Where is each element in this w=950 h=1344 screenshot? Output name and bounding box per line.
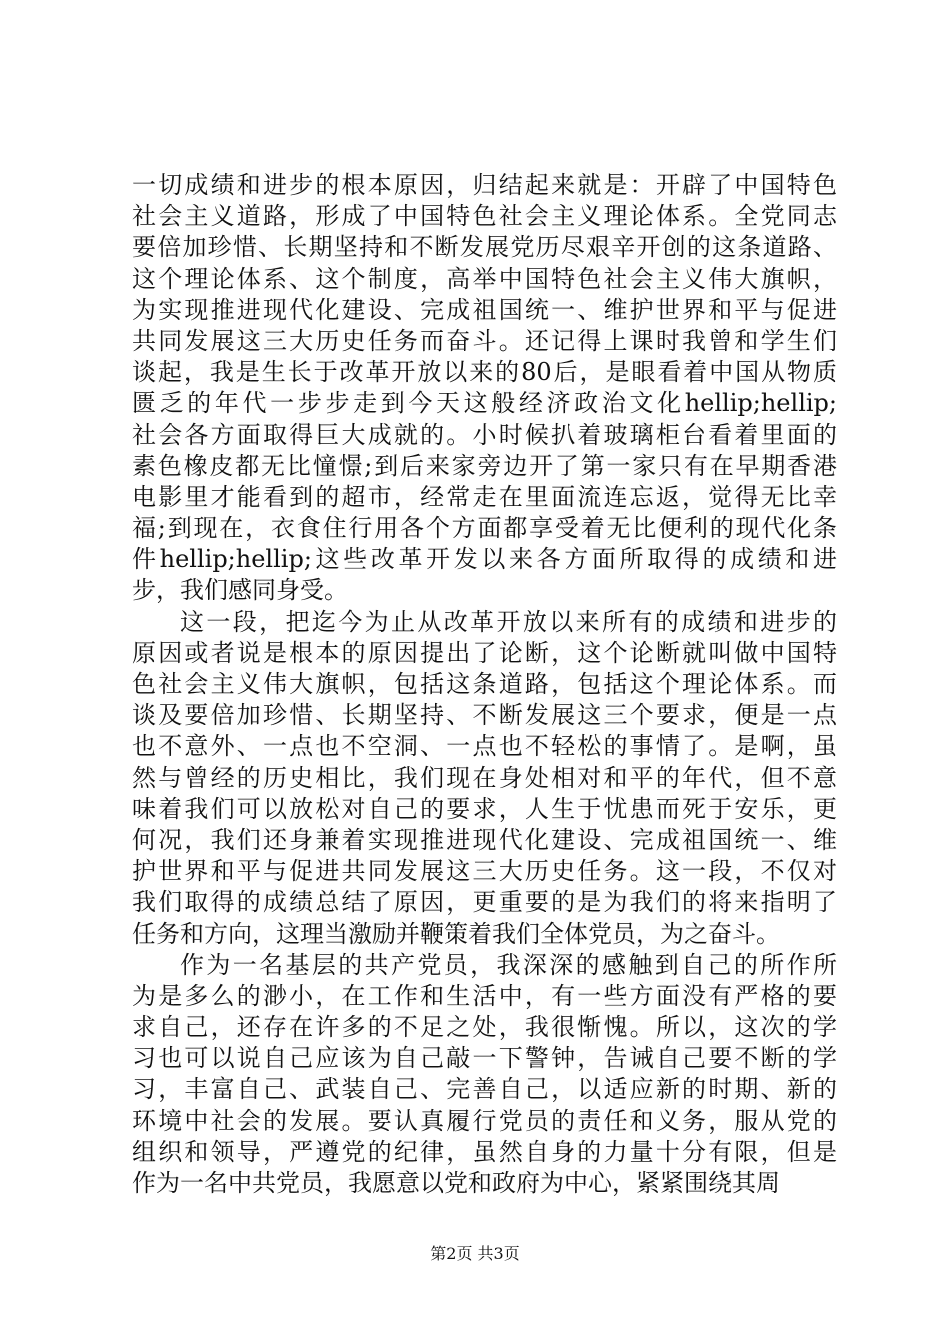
text-line: 步，我们感同身受。 <box>132 576 348 605</box>
text-line: 电影里才能看到的超市，经常走在里面流连忘返，觉得无比幸 <box>132 482 837 511</box>
paragraph-3 <box>132 950 837 1200</box>
paragraph-2 <box>132 607 837 950</box>
text-line: 福;到现在，衣食住行用各个方面都享受着无比便利的现代化条 <box>132 514 837 543</box>
text-line: 这一段，把迄今为止从改革开放以来所有的成绩和进步的 <box>180 607 837 636</box>
text-line: 环境中社会的发展。要认真履行党员的责任和义务，服从党的 <box>132 1106 837 1135</box>
text-line: 要倍加珍惜、长期坚持和不断发展党历尽艰辛开创的这条道路、 <box>132 233 837 262</box>
text-line: 我们取得的成绩总结了原因，更重要的是为我们的将来指明了 <box>132 888 837 917</box>
body-text <box>132 170 837 1199</box>
text-line: 为是多么的渺小，在工作和生活中，有一些方面没有严格的要 <box>132 981 837 1010</box>
text-line: 这个理论体系、这个制度，高举中国特色社会主义伟大旗帜， <box>132 264 837 293</box>
text-line: 然与曾经的历史相比，我们现在身处相对和平的年代，但不意 <box>132 763 837 792</box>
text-line: 色社会主义伟大旗帜，包括这条道路，包括这个理论体系。而 <box>132 670 837 698</box>
text-line: 一切成绩和进步的根本原因，归结起来就是：开辟了中国特色 <box>132 171 837 199</box>
text-line: 共同发展这三大历史任务而奋斗。还记得上课时我曾和学生们 <box>132 326 837 355</box>
text-line: 作为一名中共党员，我愿意以党和政府为中心，紧紧围绕其周 <box>132 1169 780 1197</box>
text-line: 件hellip;hellip;这些改革开发以来各方面所取得的成绩和进 <box>132 545 837 574</box>
text-line: 谈起，我是生长于改革开放以来的80后，是眼看着中国从物质 <box>132 358 837 387</box>
text-line: 组织和领导，严遵党的纪律，虽然自身的力量十分有限，但是 <box>132 1137 837 1166</box>
text-line: 求自己，还存在许多的不足之处，我很惭愧。所以，这次的学 <box>132 1013 837 1042</box>
text-line: 何况，我们还身兼着实现推进现代化建设、完成祖国统一、维 <box>132 825 837 854</box>
text-line: 为实现推进现代化建设、完成祖国统一、维护世界和平与促进 <box>132 295 837 324</box>
text-line: 任务和方向，这理当激励并鞭策着我们全体党员，为之奋斗。 <box>132 919 780 948</box>
text-line: 原因或者说是根本的原因提出了论断，这个论断就叫做中国特 <box>132 638 837 667</box>
text-line: 社会主义道路，形成了中国特色社会主义理论体系。全党同志 <box>132 202 837 231</box>
text-line: 素色橡皮都无比憧憬;到后来家旁边开了第一家只有在早期香港 <box>132 451 837 480</box>
page-footer: 第2页 共3页 <box>430 1244 520 1263</box>
text-line: 匮乏的年代一步步走到今天这般经济政治文化hellip;hellip; <box>132 389 837 418</box>
text-line: 习也可以说自己应该为自己敲一下警钟，告诫自己要不断的学 <box>132 1044 837 1073</box>
text-line: 作为一名基层的共产党员，我深深的感触到自己的所作所 <box>180 950 837 979</box>
text-line: 习，丰富自己、武装自己、完善自己，以适应新的时期、新的 <box>132 1075 837 1104</box>
text-line: 谈及要倍加珍惜、长期坚持、不断发展这三个要求，便是一点 <box>132 701 837 730</box>
text-line: 味着我们可以放松对自己的要求，人生于忧患而死于安乐，更 <box>132 794 837 823</box>
text-line: 护世界和平与促进共同发展这三大历史任务。这一段，不仅对 <box>132 857 837 886</box>
text-line: 社会各方面取得巨大成就的。小时候扒着玻璃柜台看着里面的 <box>132 420 837 449</box>
text-line: 也不意外、一点也不空洞、一点也不轻松的事情了。是啊，虽 <box>132 732 837 761</box>
paragraph-1 <box>132 170 837 607</box>
